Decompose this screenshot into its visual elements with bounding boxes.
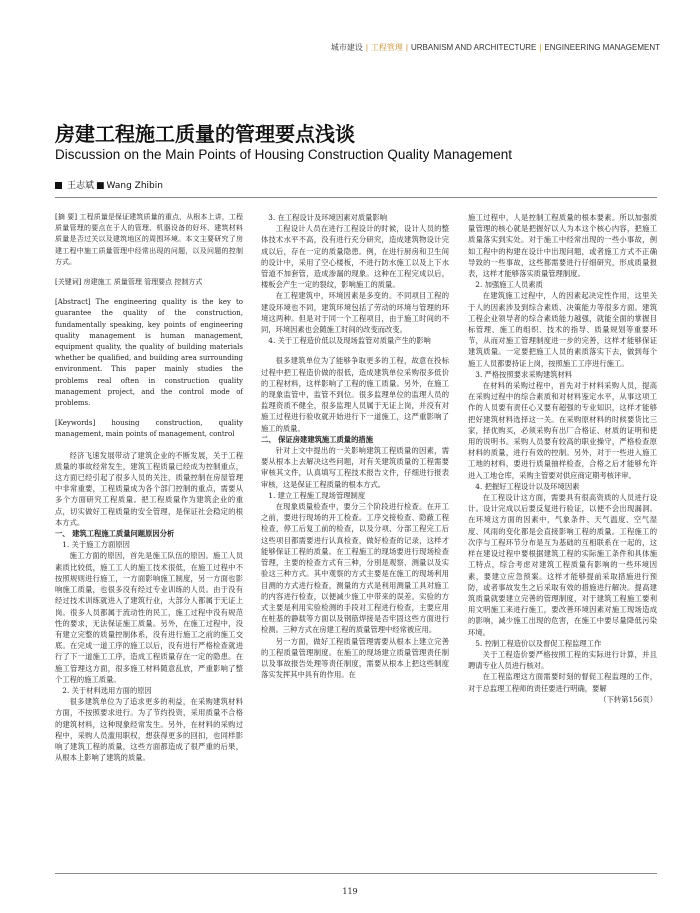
paragraph: 关于工程造价要严格按照工程的实际进行计算，并且聘请专业人员进行核对。 (468, 649, 657, 671)
author-name-en: Wang Zhibin (106, 181, 163, 191)
paragraph: 在材料的采购过程中，首先对于材料采购人员，提高在采购过程中的综合素质和对材料鉴定水平，从事这项工作的人员要有责任心又要有超强的专业知识，这样才能够把好建筑材料选择这一关。在采购原材料的时候要货比三家，择优购买，必须采购有出厂合格证、材质的证明和使用的说明书。采购人员要有较高的职业操守，严格检查原材料的质量，进行有效的控制。另外，对于一些进入施工工地的材料，要进行质量抽样检查，合格之后才能够允许进入工地仓库，采购主管要对供应商定期考核评审。 (468, 381, 657, 480)
subheading-2-1: 1. 建立工程施工现场管理制度 (268, 490, 366, 500)
paragraph: 施工方面的原因，首先是施工队伍的原因。施工人员素质比较低，施工工人的施工技术很低，在施工过程中不按照规则进行施工，一方面影响施工制度，另一方面也影响施工质量，也很多没有经过专业训练的人员。由于没有经过技术训练就进入了建筑行业，大部分人都属于无证上岗。很多人员都属于流动性的民工，施工过程中没有规范性的要求，无法保证施工质量。另外，在施工过程中，没有建立完整的质量控制体系，没有进行施工之前的施工交底。在完成一道工序的施工以后，没有进行严格检查就进行了下一道施工工序，造成工程质量存在一定的隐患。在施工管理这方面，很多施工材料随意乱放，严重影响了整个工程的施工质量。 (55, 551, 243, 684)
column-3 (468, 212, 657, 705)
abstract-cn: [摘 要] 工程质量是保证建筑质量的重点，从根本上讲，工程质量管理的要点在于人的管理、机器设备的好坏、建筑材料质量是否过关以及建筑地区的周围环境。本文主要研究了房建工程中施工质量管理中经常出现的问题，以及问题的控制方式。 (55, 213, 243, 266)
article-title-cn: 房建工程施工质量的管理要点浅谈 (55, 122, 355, 146)
paragraph: 针对上文中提出的一关影响建筑工程质量的因素，需要从根本上去解决这些问题，对有关建筑质量的工程需要审核其文件，认真填写工程技术报告文件，仔细进行报表审核，这是保证工程质量的根本方式。 (261, 446, 449, 489)
author-separator: ■ (96, 181, 105, 191)
article-title-en: Discussion on the Main Points of Housing Construction Quality Management (55, 147, 512, 162)
subheading-2-2: 2. 加强施工人员素质 (475, 280, 543, 290)
subheading-2-5: 5. 控制工程造价以及督促工程监理工作 (475, 638, 602, 648)
header-separator: | (539, 43, 542, 52)
divider-top (55, 197, 657, 198)
header-column-name: 工程管理 (370, 43, 403, 52)
keywords-en: [Keywords] housing construction, quality management, main points of management, control (55, 419, 243, 439)
header-separator: | (365, 43, 368, 52)
paragraph: 另一方面，做好工程质量管理需要从根本上建立完善的工程质量管理制度。在施工的现场建立质量管理责任制以及事故报告处理等责任制度，需要从根本上把这些制度落实发挥其中具有的作用。在 (261, 636, 449, 680)
keywords-cn: [关键词] 房建施工 质量管理 管理要点 控制方式 (55, 278, 203, 287)
subheading-1-2: 2. 关于材料选用方面的原因 (62, 685, 152, 695)
section-heading-1: 一、 建筑工程施工质量问题原因分析 (55, 529, 175, 539)
subheading-1-3: 3. 在工程设计及环境因素对质量影响 (268, 213, 388, 222)
page-number: 119 (342, 887, 358, 896)
paragraph: 在工程监理这方面需要时刻的督促工程监理的工作，对于总监理工程师的责任要进行明确，要解 (468, 672, 657, 693)
paragraph: 在现象质量检查中，要分三个阶段进行检查。在开工之前，要进行现场的开工检查。工序交接检查、隐蔽工程检查，停工后复工前的检查，以及分项、分部工程完工后这些项目都需要进行认真检查，做好检查的记录，这样才能够保证工程的质量。在工程施工的现场要进行现场检查管理，主要的检查方式有三种，分别是观察、测量以及实验这三种方式。其中观察的方式主要是在施工的现场利用目测的方式进行检查，测量的方式是利用测量工具对施工的内容进行检查，以便减少施工中带来的误差。实验的方式主要是利用实验检测的手段对工程进行检查，主要应用在桩基的静载等方面以及钢筋焊接是否牢固这些方面进行检测。三种方式在房建工程的质量管理中经常被应用。 (261, 502, 449, 635)
paragraph: 很多建筑单位为了追求更多的利益，在采购建筑材料方面，不按照要求进行。为了节约投资，采用质量不合格的建筑材料，这种现象经常发生。另外，在材料的采购过程中，采购人员滥用职权，想获得更多的回扣，也同样影响了建筑工程的质量，这些方面都造成了很严重的后果，从根本上影响了建筑的质量。 (55, 697, 243, 763)
column-2 (261, 212, 449, 680)
column-1 (55, 212, 243, 763)
abstract-en: [Abstract] The engineering quality is the key to guarantee the quality of the construction, fundamentally speaking, key points of engineering quality management is human management, equipment quality, the quality of building materials whether be qualified, and building area surrounding environment. This paper mainly studies the problems real often in construction quality management project, and the control mode of problems. (55, 298, 243, 408)
section-heading-2: 二、 保证房建建筑施工质量的措施 (261, 434, 373, 444)
continued-note: （下转第156页） (599, 694, 657, 704)
header-column-en: ENGINEERING MANAGEMENT (544, 43, 660, 52)
header-separator: | (405, 43, 408, 52)
paragraph: 很多建筑单位为了能够争取更多的工程，故意在投标过程中把工程造价做的很低，造成建筑单位采购很多低价的工程材料，这样影响了工程的施工质量。另外，在施工的现象监管中，监管不到位。很多监理单位的监理人员的监理资质不健全，很多监理人员属于无证上岗，并没有对施工过程进行验收就开始进行下一道施工，这严重影响了施工的质量。 (261, 356, 449, 433)
subheading-2-3: 3. 严格按照要求采购建筑材料 (475, 369, 573, 379)
author-name-cn: 王志斌 (67, 181, 95, 191)
paragraph: 在工程建筑中，环境因素是多变的。不同项目工程的建设环境也不同，建筑环境包括了劳动的环境与管理的环境这两种。但是对于同一个工程项目，由于施工时间的不同，环境因素也会随施工时间的改变而改变。 (261, 291, 449, 335)
header-section: 城市建设 (330, 43, 363, 52)
author-line (55, 178, 163, 191)
paragraph: 在工程设计这方面，需要具有很高资质的人员进行设计。设计完成以后要反复进行验证，以便不会出现漏洞。在环境这方面的因素中，气象条件、天气温度、空气湿度、风雨的变化都是会直接影响工程的质量。工程施工的次序与工程环节分布是互为基础的互相联系在一起的，这样在建设过程中要根据建筑工程的实际施工条件和具体施工特点，综合考虑对建筑工程质量有影响的一些环境因素，要建立应急预案。这样才能够提前采取措施进行预防，或者事故发生之后采取有效的措施进行解决。提高建筑质量就要建立完善的管理制度，对于建筑工程施工要利用文明施工来进行施工，要改善环境因素对施工现场造成的影响，减少施工出现的危害，在施工中要尽量降低污染环境。 (468, 493, 657, 637)
paragraph: 在建筑施工过程中，人的因素起决定性作用，这里关于人的因素涉及到综合素质、决策能力等很多方面。建筑工程企业领导者的综合素质能力越强，就能全面的掌握目标管理、施工的组织、技术的指导、质量规划等重要环节，从而对施工管理制度进一步的完善，这样才能够保证建筑质量。一定要把施工人员的素质落实下去，做到每个施工人员都要持证上岗，按照施工工序进行施工。 (468, 291, 657, 368)
intro-paragraph: 经济飞速发展带动了建筑企业的不断发展，关于工程质量的事故经常发生，建筑工程质量已经成为控制重点，这方面已经引起了很多人员的关注，质量控制在房屋管理中非常重要，工程质量成为各个部门控制的重点，需要从多个方面研究工程质量。把工程质量作为建筑企业的重点，切实做好工程质量的安全管理，是保证社会稳定的根本方式。 (55, 450, 243, 527)
square-bullet-icon (55, 182, 62, 189)
running-header (331, 42, 660, 53)
paragraph: 施工过程中，人是控制工程质量的根本要素。所以加强质量管理的核心就是把握好以人为本这个核心内容，把施工质量落实到实处。对于施工中经常出现的一些小事故，例如工程中的构建在设计中出现问题，或者施工方式不正确导致的一些事故，这些都需要进行仔细研究，形成质量报表，这样才能够落实质量管理制度。 (468, 213, 657, 279)
divider-bottom (55, 873, 657, 874)
subheading-1-1: 1. 关于施工方面原因 (62, 540, 130, 550)
paragraph: 工程设计人员在进行工程设计的时候，设计人员的整体技术水平不高，没有进行充分研究，造成建筑物设计完成以后，存在一定的质量隐患。例，在进行厨房和卫生间的设计中，采用了空心楼板，不进行防水施工以及上下水管道不加套管，造成渗漏的现象。这种在工程完成以后，楼板会产生一定的裂纹，影响施工的质量。 (261, 224, 449, 290)
header-section-en: URBANISM AND ARCHITECTURE (410, 43, 537, 52)
subheading-2-4: 4. 把握好工程设计以及环境因素 (475, 481, 580, 491)
subheading-1-4: 4. 关于工程造价低以及现场监管对质量产生的影响 (268, 336, 431, 346)
